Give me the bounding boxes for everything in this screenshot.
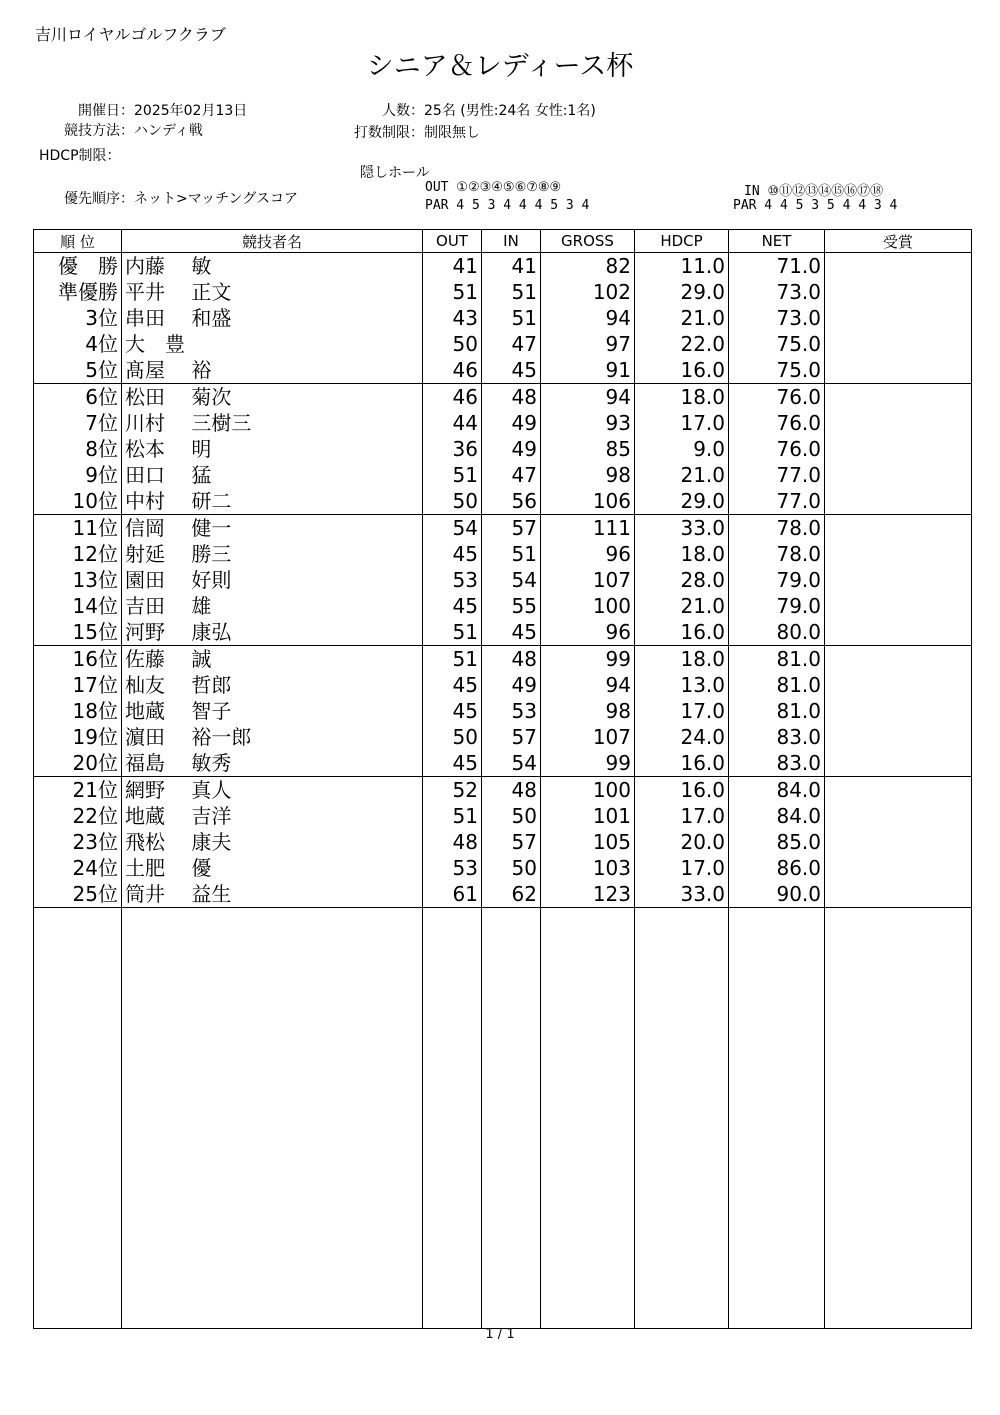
club-name: 吉川ロイヤルゴルフクラブ [35, 25, 226, 44]
cell-gross: 85 [541, 436, 635, 462]
cell-hdcp: 29.0 [635, 279, 729, 305]
cell-net: 71.0 [729, 253, 825, 280]
out-holes-line: OUT ①②③④⑤⑥⑦⑧⑨ [425, 180, 562, 195]
cell-out: 44 [423, 410, 482, 436]
cell-out: 54 [423, 515, 482, 542]
empty-cell [825, 908, 972, 1329]
cell-net: 84.0 [729, 777, 825, 804]
cell-hdcp: 28.0 [635, 567, 729, 593]
cell-out: 51 [423, 462, 482, 488]
cell-award [825, 881, 972, 908]
cell-name: 網野 真人 [122, 777, 423, 804]
table-row [34, 515, 972, 542]
empty-cell [122, 908, 423, 1329]
cell-gross: 98 [541, 698, 635, 724]
cell-gross: 100 [541, 593, 635, 619]
cell-in: 47 [482, 462, 541, 488]
stroke-limit-label: 打数制限 [354, 125, 410, 141]
col-header-gross: GROSS [541, 230, 635, 253]
cell-gross: 96 [541, 541, 635, 567]
cell-out: 52 [423, 777, 482, 804]
cell-name: 信岡 健一 [122, 515, 423, 542]
cell-net: 78.0 [729, 541, 825, 567]
table-row [34, 593, 972, 619]
cell-name: 園田 好則 [122, 567, 423, 593]
cell-award [825, 855, 972, 881]
cell-rank: 6位 [34, 384, 122, 411]
cell-net: 73.0 [729, 305, 825, 331]
cell-award [825, 384, 972, 411]
date-value: ：2025年02月13日 [120, 103, 248, 119]
col-header-name: 競技者名 [122, 230, 423, 253]
cell-hdcp: 9.0 [635, 436, 729, 462]
cell-rank: 4位 [34, 331, 122, 357]
cell-name: 松田 菊次 [122, 384, 423, 411]
cell-gross: 99 [541, 646, 635, 673]
table-row [34, 881, 972, 908]
count-value: ：25名 (男性:24名 女性:1名) [410, 103, 596, 119]
cell-rank: 8位 [34, 436, 122, 462]
cell-gross: 93 [541, 410, 635, 436]
table-row [34, 305, 972, 331]
cell-in: 49 [482, 672, 541, 698]
cell-net: 84.0 [729, 803, 825, 829]
cell-award [825, 515, 972, 542]
method-label: 競技方法 [64, 123, 120, 139]
cell-gross: 100 [541, 777, 635, 804]
cell-name: 佐藤 誠 [122, 646, 423, 673]
cell-hdcp: 17.0 [635, 410, 729, 436]
table-row [34, 567, 972, 593]
cell-net: 76.0 [729, 436, 825, 462]
cell-out: 45 [423, 698, 482, 724]
cell-in: 45 [482, 357, 541, 384]
cell-hdcp: 16.0 [635, 357, 729, 384]
cell-net: 81.0 [729, 646, 825, 673]
cell-in: 49 [482, 436, 541, 462]
cell-rank: 16位 [34, 646, 122, 673]
cell-award [825, 750, 972, 777]
cell-out: 45 [423, 672, 482, 698]
cell-gross: 99 [541, 750, 635, 777]
cell-hdcp: 18.0 [635, 384, 729, 411]
cell-net: 75.0 [729, 331, 825, 357]
cell-hdcp: 21.0 [635, 593, 729, 619]
col-header-in: IN [482, 230, 541, 253]
cell-rank: 23位 [34, 829, 122, 855]
cell-out: 51 [423, 619, 482, 646]
cell-hdcp: 22.0 [635, 331, 729, 357]
cell-award [825, 436, 972, 462]
cell-net: 83.0 [729, 750, 825, 777]
cell-net: 90.0 [729, 881, 825, 908]
cell-in: 47 [482, 331, 541, 357]
table-row [34, 253, 972, 280]
cell-award [825, 803, 972, 829]
cell-net: 79.0 [729, 567, 825, 593]
cell-in: 51 [482, 541, 541, 567]
cell-out: 50 [423, 331, 482, 357]
cell-in: 62 [482, 881, 541, 908]
cell-in: 50 [482, 803, 541, 829]
page-number: 1 / 1 [485, 1327, 515, 1342]
cell-out: 53 [423, 855, 482, 881]
cell-in: 45 [482, 619, 541, 646]
cell-hdcp: 20.0 [635, 829, 729, 855]
stroke-limit-value: ：制限無し [410, 125, 480, 141]
cell-net: 77.0 [729, 462, 825, 488]
cell-rank: 24位 [34, 855, 122, 881]
cell-in: 55 [482, 593, 541, 619]
count-label: 人数 [382, 103, 410, 119]
cell-gross: 101 [541, 803, 635, 829]
empty-cell [482, 908, 541, 1329]
cell-award [825, 488, 972, 515]
cell-hdcp: 29.0 [635, 488, 729, 515]
cell-award [825, 672, 972, 698]
cell-gross: 107 [541, 724, 635, 750]
cell-gross: 111 [541, 515, 635, 542]
empty-cell [729, 908, 825, 1329]
cell-in: 56 [482, 488, 541, 515]
cell-award [825, 777, 972, 804]
hdcp-limit-label: HDCP制限： [39, 148, 121, 164]
cell-out: 48 [423, 829, 482, 855]
cell-name: 川村 三樹三 [122, 410, 423, 436]
cell-hdcp: 16.0 [635, 777, 729, 804]
cell-award [825, 357, 972, 384]
cell-award [825, 593, 972, 619]
table-row [34, 357, 972, 384]
cell-rank: 11位 [34, 515, 122, 542]
table-row [34, 279, 972, 305]
cell-hdcp: 17.0 [635, 803, 729, 829]
results-table [33, 229, 972, 1329]
cell-out: 50 [423, 488, 482, 515]
cell-name: 大 豊 [122, 331, 423, 357]
cell-gross: 123 [541, 881, 635, 908]
method-value: ：ハンディ戦 [120, 123, 203, 139]
table-row [34, 619, 972, 646]
table-row [34, 541, 972, 567]
cell-in: 49 [482, 410, 541, 436]
table-row [34, 488, 972, 515]
table-row [34, 829, 972, 855]
cell-award [825, 253, 972, 280]
cell-hdcp: 16.0 [635, 750, 729, 777]
cell-in: 48 [482, 646, 541, 673]
cell-hdcp: 21.0 [635, 462, 729, 488]
table-row [34, 384, 972, 411]
cell-award [825, 410, 972, 436]
cell-rank: 7位 [34, 410, 122, 436]
cell-hdcp: 11.0 [635, 253, 729, 280]
cell-hdcp: 17.0 [635, 698, 729, 724]
cell-gross: 107 [541, 567, 635, 593]
cell-rank: 13位 [34, 567, 122, 593]
cell-name: 吉田 雄 [122, 593, 423, 619]
cell-name: 串田 和盛 [122, 305, 423, 331]
table-row [34, 672, 972, 698]
cell-name: 土肥 優 [122, 855, 423, 881]
cell-rank: 12位 [34, 541, 122, 567]
cell-rank: 9位 [34, 462, 122, 488]
cell-gross: 103 [541, 855, 635, 881]
in-par-line: PAR 4 4 5 3 5 4 4 3 4 [733, 198, 898, 213]
cell-rank: 20位 [34, 750, 122, 777]
cell-gross: 106 [541, 488, 635, 515]
page-title: シニア＆レディース杯 [366, 51, 634, 82]
cell-out: 51 [423, 803, 482, 829]
table-row [34, 462, 972, 488]
table-row [34, 803, 972, 829]
cell-out: 53 [423, 567, 482, 593]
cell-hdcp: 13.0 [635, 672, 729, 698]
cell-award [825, 331, 972, 357]
table-row [34, 750, 972, 777]
cell-rank: 10位 [34, 488, 122, 515]
cell-net: 79.0 [729, 593, 825, 619]
cell-in: 57 [482, 515, 541, 542]
cell-name: 田口 猛 [122, 462, 423, 488]
cell-name: 松本 明 [122, 436, 423, 462]
cell-in: 50 [482, 855, 541, 881]
cell-out: 43 [423, 305, 482, 331]
cell-net: 76.0 [729, 410, 825, 436]
cell-award [825, 279, 972, 305]
cell-name: 福島 敏秀 [122, 750, 423, 777]
cell-gross: 91 [541, 357, 635, 384]
cell-net: 85.0 [729, 829, 825, 855]
col-header-rank: 順 位 [34, 230, 122, 253]
empty-cell [423, 908, 482, 1329]
cell-out: 41 [423, 253, 482, 280]
cell-rank: 優 勝 [34, 253, 122, 280]
in-holes-line: IN ⑩⑪⑫⑬⑭⑮⑯⑰⑱ [744, 184, 884, 199]
empty-cell [34, 908, 122, 1329]
col-header-net: NET [729, 230, 825, 253]
cell-rank: 3位 [34, 305, 122, 331]
priority-label: 優先順序 [64, 191, 120, 207]
cell-out: 51 [423, 646, 482, 673]
cell-hdcp: 17.0 [635, 855, 729, 881]
table-header-row [34, 230, 972, 253]
table-row [34, 724, 972, 750]
table-row [34, 331, 972, 357]
date-label: 開催日 [78, 103, 120, 119]
cell-name: 髙屋 裕 [122, 357, 423, 384]
cell-in: 57 [482, 724, 541, 750]
cell-gross: 82 [541, 253, 635, 280]
cell-net: 80.0 [729, 619, 825, 646]
cell-net: 78.0 [729, 515, 825, 542]
cell-name: 飛松 康夫 [122, 829, 423, 855]
cell-name: 内藤 敏 [122, 253, 423, 280]
cell-name: 中村 研二 [122, 488, 423, 515]
out-par-line: PAR 4 5 3 4 4 4 5 3 4 [425, 198, 590, 213]
cell-in: 51 [482, 279, 541, 305]
cell-out: 46 [423, 384, 482, 411]
cell-rank: 14位 [34, 593, 122, 619]
cell-out: 45 [423, 750, 482, 777]
table-row [34, 855, 972, 881]
cell-name: 河野 康弘 [122, 619, 423, 646]
table-row [34, 410, 972, 436]
cell-in: 54 [482, 567, 541, 593]
cell-net: 76.0 [729, 384, 825, 411]
cell-name: 地蔵 吉洋 [122, 803, 423, 829]
empty-row-area [34, 908, 972, 1329]
cell-net: 86.0 [729, 855, 825, 881]
cell-award [825, 541, 972, 567]
cell-net: 81.0 [729, 698, 825, 724]
cell-gross: 98 [541, 462, 635, 488]
cell-in: 57 [482, 829, 541, 855]
cell-in: 41 [482, 253, 541, 280]
cell-award [825, 646, 972, 673]
cell-gross: 96 [541, 619, 635, 646]
cell-award [825, 829, 972, 855]
cell-hdcp: 33.0 [635, 881, 729, 908]
table-row [34, 698, 972, 724]
cell-rank: 22位 [34, 803, 122, 829]
table-row [34, 777, 972, 804]
cell-out: 45 [423, 593, 482, 619]
cell-net: 73.0 [729, 279, 825, 305]
cell-award [825, 567, 972, 593]
cell-in: 51 [482, 305, 541, 331]
table-row [34, 436, 972, 462]
cell-rank: 5位 [34, 357, 122, 384]
cell-out: 46 [423, 357, 482, 384]
cell-net: 83.0 [729, 724, 825, 750]
cell-name: 濵田 裕一郎 [122, 724, 423, 750]
empty-cell [635, 908, 729, 1329]
cell-award [825, 462, 972, 488]
hidden-holes-label: 隠しホール [360, 165, 430, 181]
cell-in: 53 [482, 698, 541, 724]
cell-rank: 19位 [34, 724, 122, 750]
cell-award [825, 619, 972, 646]
cell-out: 51 [423, 279, 482, 305]
cell-rank: 15位 [34, 619, 122, 646]
cell-in: 54 [482, 750, 541, 777]
cell-out: 36 [423, 436, 482, 462]
cell-out: 45 [423, 541, 482, 567]
cell-award [825, 724, 972, 750]
cell-gross: 105 [541, 829, 635, 855]
cell-hdcp: 24.0 [635, 724, 729, 750]
cell-award [825, 305, 972, 331]
cell-out: 61 [423, 881, 482, 908]
col-header-out: OUT [423, 230, 482, 253]
cell-name: 杣友 哲郎 [122, 672, 423, 698]
empty-cell [541, 908, 635, 1329]
cell-name: 筒井 益生 [122, 881, 423, 908]
cell-rank: 21位 [34, 777, 122, 804]
cell-gross: 94 [541, 305, 635, 331]
cell-name: 地蔵 智子 [122, 698, 423, 724]
cell-hdcp: 33.0 [635, 515, 729, 542]
cell-net: 75.0 [729, 357, 825, 384]
cell-rank: 17位 [34, 672, 122, 698]
cell-in: 48 [482, 777, 541, 804]
cell-gross: 94 [541, 384, 635, 411]
table-row [34, 646, 972, 673]
priority-value: ：ネット>マッチングスコア [120, 191, 299, 207]
cell-rank: 25位 [34, 881, 122, 908]
cell-rank: 準優勝 [34, 279, 122, 305]
cell-rank: 18位 [34, 698, 122, 724]
cell-name: 射延 勝三 [122, 541, 423, 567]
cell-hdcp: 18.0 [635, 646, 729, 673]
col-header-hdcp: HDCP [635, 230, 729, 253]
cell-gross: 97 [541, 331, 635, 357]
cell-out: 50 [423, 724, 482, 750]
cell-hdcp: 18.0 [635, 541, 729, 567]
cell-net: 77.0 [729, 488, 825, 515]
cell-gross: 102 [541, 279, 635, 305]
cell-hdcp: 16.0 [635, 619, 729, 646]
col-header-award: 受賞 [825, 230, 972, 253]
cell-award [825, 698, 972, 724]
cell-name: 平井 正文 [122, 279, 423, 305]
cell-gross: 94 [541, 672, 635, 698]
cell-in: 48 [482, 384, 541, 411]
cell-hdcp: 21.0 [635, 305, 729, 331]
cell-net: 81.0 [729, 672, 825, 698]
